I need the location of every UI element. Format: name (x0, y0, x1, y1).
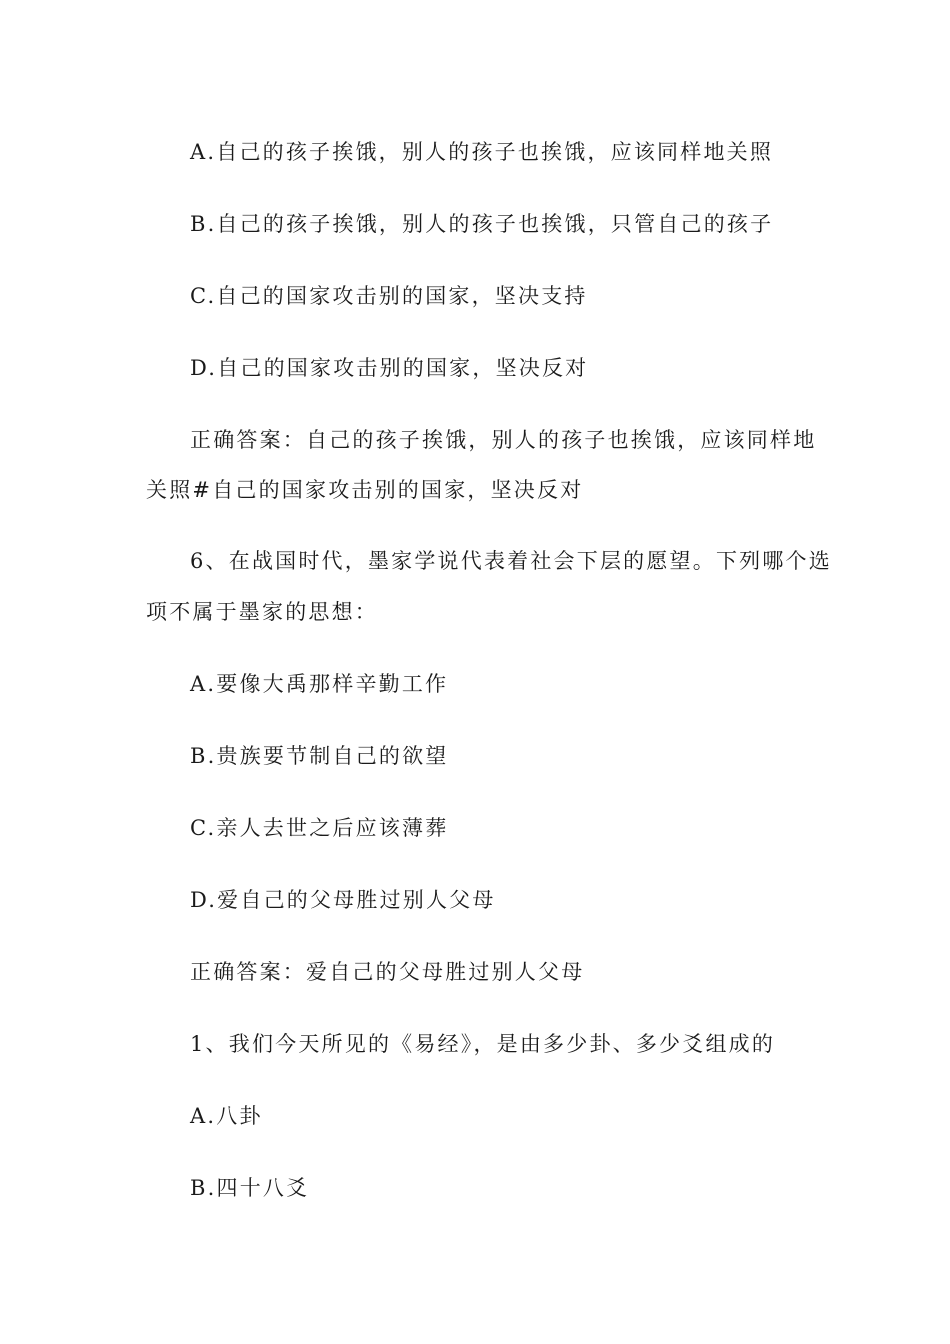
q6-question-line-1: 6、在战国时代，墨家学说代表着社会下层的愿望。下列哪个选 (190, 549, 832, 573)
q6-option-c: C.亲人去世之后应该薄葬 (190, 816, 449, 840)
q5-option-c: C.自己的国家攻击别的国家，坚决支持 (190, 284, 588, 308)
q6-question-line-2: 项不属于墨家的思想： (146, 600, 378, 624)
q6-option-b: B.贵族要节制自己的欲望 (190, 744, 449, 768)
q1-option-a: A.八卦 (190, 1104, 263, 1128)
q6-answer: 正确答案：爱自己的父母胜过别人父母 (190, 960, 585, 984)
q6-option-d: D.爱自己的父母胜过别人父母 (190, 888, 496, 912)
q5-option-a: A.自己的孩子挨饿，别人的孩子也挨饿，应该同样地关照 (190, 140, 774, 164)
q5-option-d: D.自己的国家攻击别的国家，坚决反对 (190, 356, 589, 380)
q5-option-b: B.自己的孩子挨饿，别人的孩子也挨饿，只管自己的孩子 (190, 212, 774, 236)
q5-answer-line-2: 关照#自己的国家攻击别的国家，坚决反对 (146, 478, 584, 502)
q5-answer-line-1: 正确答案：自己的孩子挨饿，别人的孩子也挨饿，应该同样地 (190, 428, 817, 452)
q1-question: 1、我们今天所见的《易经》，是由多少卦、多少爻组成的 (190, 1032, 776, 1056)
q1-option-b: B.四十八爻 (190, 1176, 310, 1200)
q6-option-a: A.要像大禹那样辛勤工作 (190, 672, 449, 696)
